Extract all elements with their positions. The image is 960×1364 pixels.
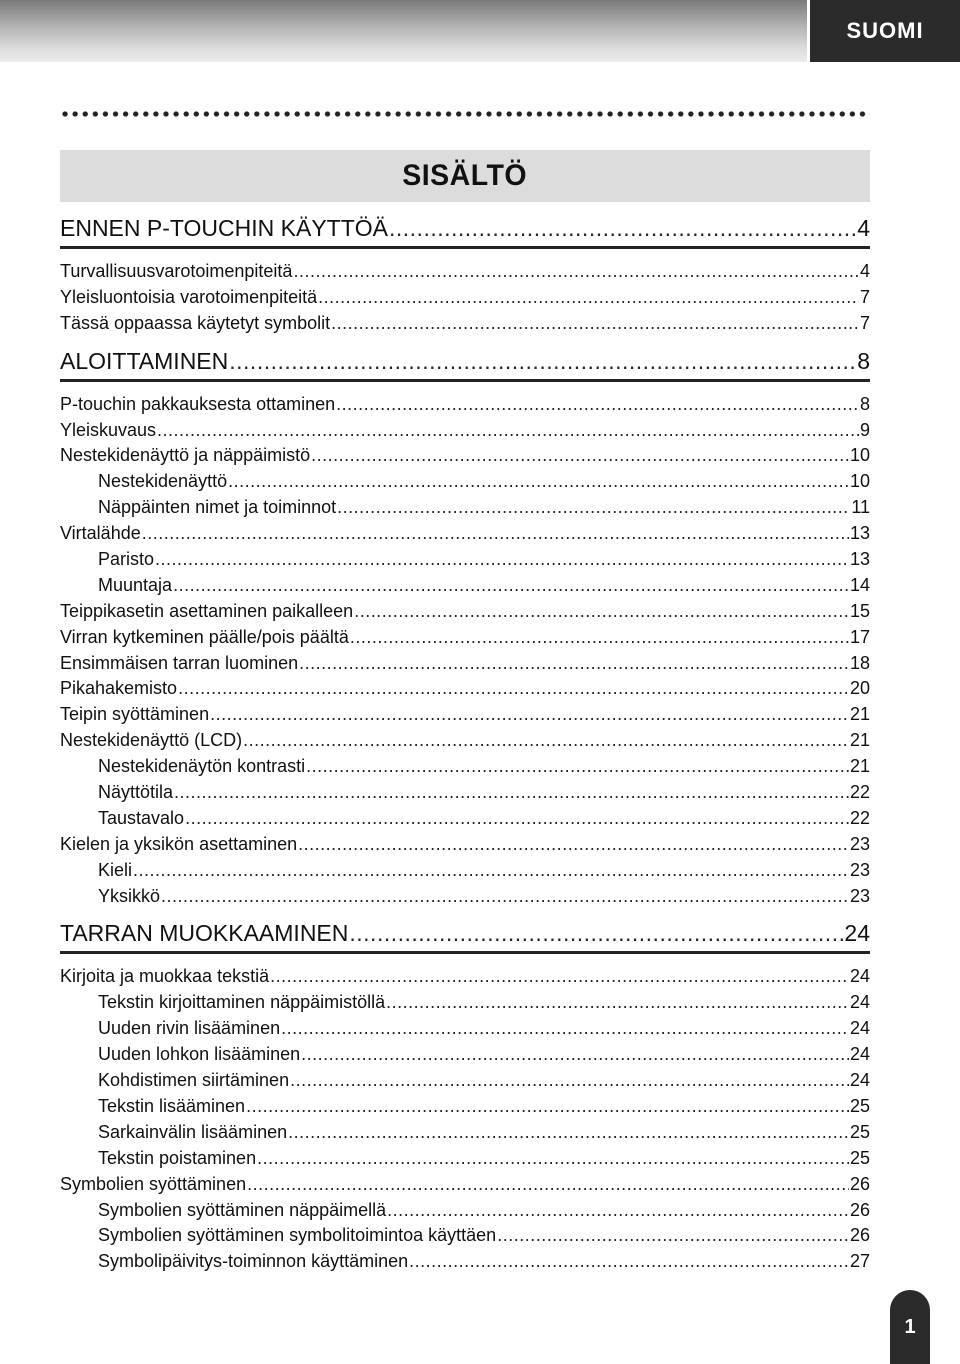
toc-entry-label: Tekstin lisääminen xyxy=(98,1095,246,1116)
toc-entry[interactable] xyxy=(60,1068,870,1094)
dot-leader xyxy=(349,915,843,951)
toc-entry-page: 22 xyxy=(849,782,870,803)
dot-leader xyxy=(229,343,856,379)
dot-leader xyxy=(331,311,859,337)
toc-entry[interactable] xyxy=(60,702,870,728)
toc-entry[interactable] xyxy=(60,754,870,780)
page-number-tab: 1 xyxy=(890,1290,930,1364)
toc-entry-page: 27 xyxy=(849,1251,870,1272)
toc-entry-page: 15 xyxy=(849,600,870,621)
toc-entry[interactable] xyxy=(60,806,870,832)
toc-entry-label: Kohdistimen siirtäminen xyxy=(98,1070,290,1091)
toc-entry-label: Nestekidenäyttö xyxy=(98,471,228,492)
toc-entry[interactable] xyxy=(60,1223,870,1249)
dotted-rule xyxy=(60,110,870,118)
dot-leader xyxy=(155,547,849,573)
toc-entry[interactable] xyxy=(60,1042,870,1068)
dot-leader xyxy=(293,259,859,285)
toc-entry[interactable] xyxy=(60,443,870,469)
dot-leader xyxy=(178,676,849,702)
toc-entry[interactable] xyxy=(60,469,870,495)
toc-entry-label: Kielen ja yksikön asettaminen xyxy=(60,833,298,854)
toc-entry-label: Kirjoita ja muokkaa tekstiä xyxy=(60,966,270,987)
toc-entry-label: Tekstin poistaminen xyxy=(98,1147,257,1168)
dot-leader xyxy=(336,392,859,418)
toc-entry-label: Taustavalo xyxy=(98,807,185,828)
toc-entry-page: 24 xyxy=(849,992,870,1013)
toc-entry-page: 23 xyxy=(849,833,870,854)
toc-entry[interactable] xyxy=(60,728,870,754)
toc-entry-label: Pikahakemisto xyxy=(60,678,178,699)
toc-entry-page: 20 xyxy=(849,678,870,699)
toc-section-page: 4 xyxy=(857,215,870,241)
toc-entry-page: 13 xyxy=(849,523,870,544)
toc-entry[interactable] xyxy=(60,990,870,1016)
toc-entry[interactable] xyxy=(60,599,870,625)
toc-entry-label: Nestekidenäytön kontrasti xyxy=(98,756,306,777)
toc-section xyxy=(60,915,870,1275)
toc-entry-label: Teippikasetin asettaminen paikalleen xyxy=(60,600,354,621)
dot-leader xyxy=(337,495,850,521)
toc-entry-page: 25 xyxy=(849,1147,870,1168)
toc-entry-label: Uuden rivin lisääminen xyxy=(98,1018,281,1039)
toc-section-page: 8 xyxy=(857,347,870,374)
toc-entry[interactable] xyxy=(60,1120,870,1146)
toc-entry[interactable] xyxy=(60,1016,870,1042)
toc-entry-label: Paristo xyxy=(98,549,155,570)
toc-entry-page: 17 xyxy=(849,626,870,647)
dot-leader xyxy=(409,1249,849,1275)
toc-entry[interactable] xyxy=(60,780,870,806)
language-tab: SUOMI xyxy=(807,0,960,62)
title-box xyxy=(60,150,870,202)
toc-entry-label: Symbolien syöttäminen xyxy=(60,1173,247,1194)
toc-entry-label: P-touchin pakkauksesta ottaminen xyxy=(60,393,336,414)
toc-entry[interactable] xyxy=(60,1094,870,1120)
toc-entry-page: 24 xyxy=(849,1070,870,1091)
toc-entry-label: Uuden lohkon lisääminen xyxy=(98,1044,301,1065)
toc-entry-page: 21 xyxy=(849,730,870,751)
toc-entry-label: Turvallisuusvarotoimenpiteitä xyxy=(60,261,293,281)
dot-leader xyxy=(389,210,856,246)
toc-section-label: ENNEN P-TOUCHIN KÄYTTÖÄ xyxy=(60,215,388,241)
toc-entry-label: Sarkainvälin lisääminen xyxy=(98,1121,288,1142)
dot-leader xyxy=(288,1120,849,1146)
toc-entry[interactable] xyxy=(60,884,870,910)
toc-entry-label: Näppäinten nimet ja toiminnot xyxy=(98,497,337,518)
dot-leader xyxy=(354,599,849,625)
toc-entry[interactable] xyxy=(60,964,870,990)
toc-section xyxy=(60,343,870,910)
toc-entry[interactable] xyxy=(60,1249,870,1275)
toc-entry[interactable] xyxy=(60,1146,870,1172)
toc-entry[interactable] xyxy=(60,495,870,521)
toc-section xyxy=(60,210,870,337)
toc-entry-label: Ensimmäisen tarran luominen xyxy=(60,652,299,673)
toc-section-page: 24 xyxy=(844,920,870,947)
toc-entry-label: Symbolipäivitys-toiminnon käyttäminen xyxy=(98,1251,409,1272)
toc-entry-page: 25 xyxy=(849,1095,870,1116)
dot-leader xyxy=(210,702,849,728)
toc-entry-page: 26 xyxy=(849,1199,870,1220)
toc-entry[interactable] xyxy=(60,676,870,702)
dot-leader xyxy=(387,1198,849,1224)
toc-entry-page: 8 xyxy=(859,393,870,414)
toc-entry[interactable] xyxy=(60,1198,870,1224)
toc-entry-page: 14 xyxy=(849,574,870,595)
toc-entry-page: 23 xyxy=(849,859,870,880)
toc-entry-page: 26 xyxy=(849,1225,870,1246)
toc-entry-label: Nestekidenäyttö (LCD) xyxy=(60,730,243,751)
toc-entry-page: 4 xyxy=(859,261,870,281)
toc-section-heading[interactable] xyxy=(60,343,870,382)
toc-entry-label: Yleisluontoisia varotoimenpiteitä xyxy=(60,286,318,307)
toc-entry-label: Nestekidenäyttö ja näppäimistö xyxy=(60,445,311,466)
dot-leader xyxy=(497,1223,849,1249)
dot-leader xyxy=(246,1094,849,1120)
toc-entry-label: Näyttötila xyxy=(98,782,174,803)
dot-leader xyxy=(228,469,849,495)
dot-leader xyxy=(142,521,849,547)
dot-leader xyxy=(301,1042,849,1068)
toc-entry-page: 11 xyxy=(851,497,870,518)
toc-section-label: TARRAN MUOKKAAMINEN xyxy=(60,920,349,947)
toc-section-label: ALOITTAMINEN xyxy=(60,347,229,374)
dot-leader xyxy=(270,964,849,990)
toc-entry-page: 23 xyxy=(849,885,870,906)
toc-entry[interactable] xyxy=(60,311,870,337)
dot-leader xyxy=(161,884,849,910)
toc-entry[interactable] xyxy=(60,832,870,858)
page-title: SISÄLTÖ xyxy=(402,159,528,192)
toc-entry[interactable] xyxy=(60,521,870,547)
toc-entry[interactable] xyxy=(60,418,870,444)
toc-entry-label: Symbolien syöttäminen näppäimellä xyxy=(98,1199,387,1220)
dot-leader xyxy=(174,780,849,806)
toc-entry[interactable] xyxy=(60,573,870,599)
toc-entry[interactable] xyxy=(60,651,870,677)
dot-leader xyxy=(247,1172,849,1198)
toc-entry-page: 7 xyxy=(859,312,870,333)
toc-entry[interactable] xyxy=(60,1172,870,1198)
toc-entry-page: 18 xyxy=(849,652,870,673)
toc-entry-page: 24 xyxy=(849,966,870,987)
toc-entry-page: 9 xyxy=(859,419,870,440)
toc-entry-page: 25 xyxy=(849,1121,870,1142)
toc-entry[interactable] xyxy=(60,625,870,651)
dot-leader xyxy=(299,651,849,677)
toc-entry[interactable] xyxy=(60,392,870,418)
dot-leader xyxy=(157,418,859,444)
table-of-contents xyxy=(60,210,870,1281)
toc-entry-page: 7 xyxy=(859,286,870,307)
toc-entry-page: 21 xyxy=(849,756,870,777)
toc-entry[interactable] xyxy=(60,285,870,311)
dot-leader xyxy=(386,990,849,1016)
dot-leader xyxy=(290,1068,849,1094)
dot-leader xyxy=(257,1146,849,1172)
toc-entry-page: 24 xyxy=(849,1018,870,1039)
toc-entry-label: Muuntaja xyxy=(98,574,173,595)
dot-leader xyxy=(281,1016,849,1042)
toc-entry-page: 22 xyxy=(849,807,870,828)
dot-leader xyxy=(306,754,849,780)
dot-leader xyxy=(298,832,849,858)
dot-leader xyxy=(243,728,849,754)
toc-entry[interactable] xyxy=(60,547,870,573)
toc-entry-label: Virran kytkeminen päälle/pois päältä xyxy=(60,626,349,647)
dot-leader xyxy=(311,443,849,469)
dot-leader xyxy=(173,573,849,599)
toc-entry-label: Yksikkö xyxy=(98,885,161,906)
toc-entry-page: 21 xyxy=(849,704,870,725)
dot-leader xyxy=(350,625,849,651)
toc-entry-label: Tekstin kirjoittaminen näppäimistöllä xyxy=(98,992,386,1013)
toc-section-heading[interactable] xyxy=(60,915,870,954)
toc-entry[interactable] xyxy=(60,858,870,884)
toc-entry-page: 10 xyxy=(849,445,870,466)
dot-leader xyxy=(185,806,849,832)
toc-entry-page: 26 xyxy=(849,1173,870,1194)
toc-section-heading[interactable] xyxy=(60,210,870,249)
toc-entry-label: Virtalähde xyxy=(60,523,141,544)
toc-entry-label: Kieli xyxy=(98,859,133,880)
toc-entry[interactable] xyxy=(60,259,870,285)
toc-entry-label: Yleiskuvaus xyxy=(60,419,157,440)
toc-entry-page: 24 xyxy=(849,1044,870,1065)
toc-entry-label: Symbolien syöttäminen symbolitoimintoa käyttäen xyxy=(98,1225,497,1246)
toc-entry-page: 13 xyxy=(849,549,870,570)
dot-leader xyxy=(318,285,859,311)
toc-entry-label: Teipin syöttäminen xyxy=(60,704,210,725)
toc-entry-label: Tässä oppaassa käytetyt symbolit xyxy=(60,312,331,333)
toc-entry-page: 10 xyxy=(849,471,870,492)
dot-leader xyxy=(133,858,849,884)
